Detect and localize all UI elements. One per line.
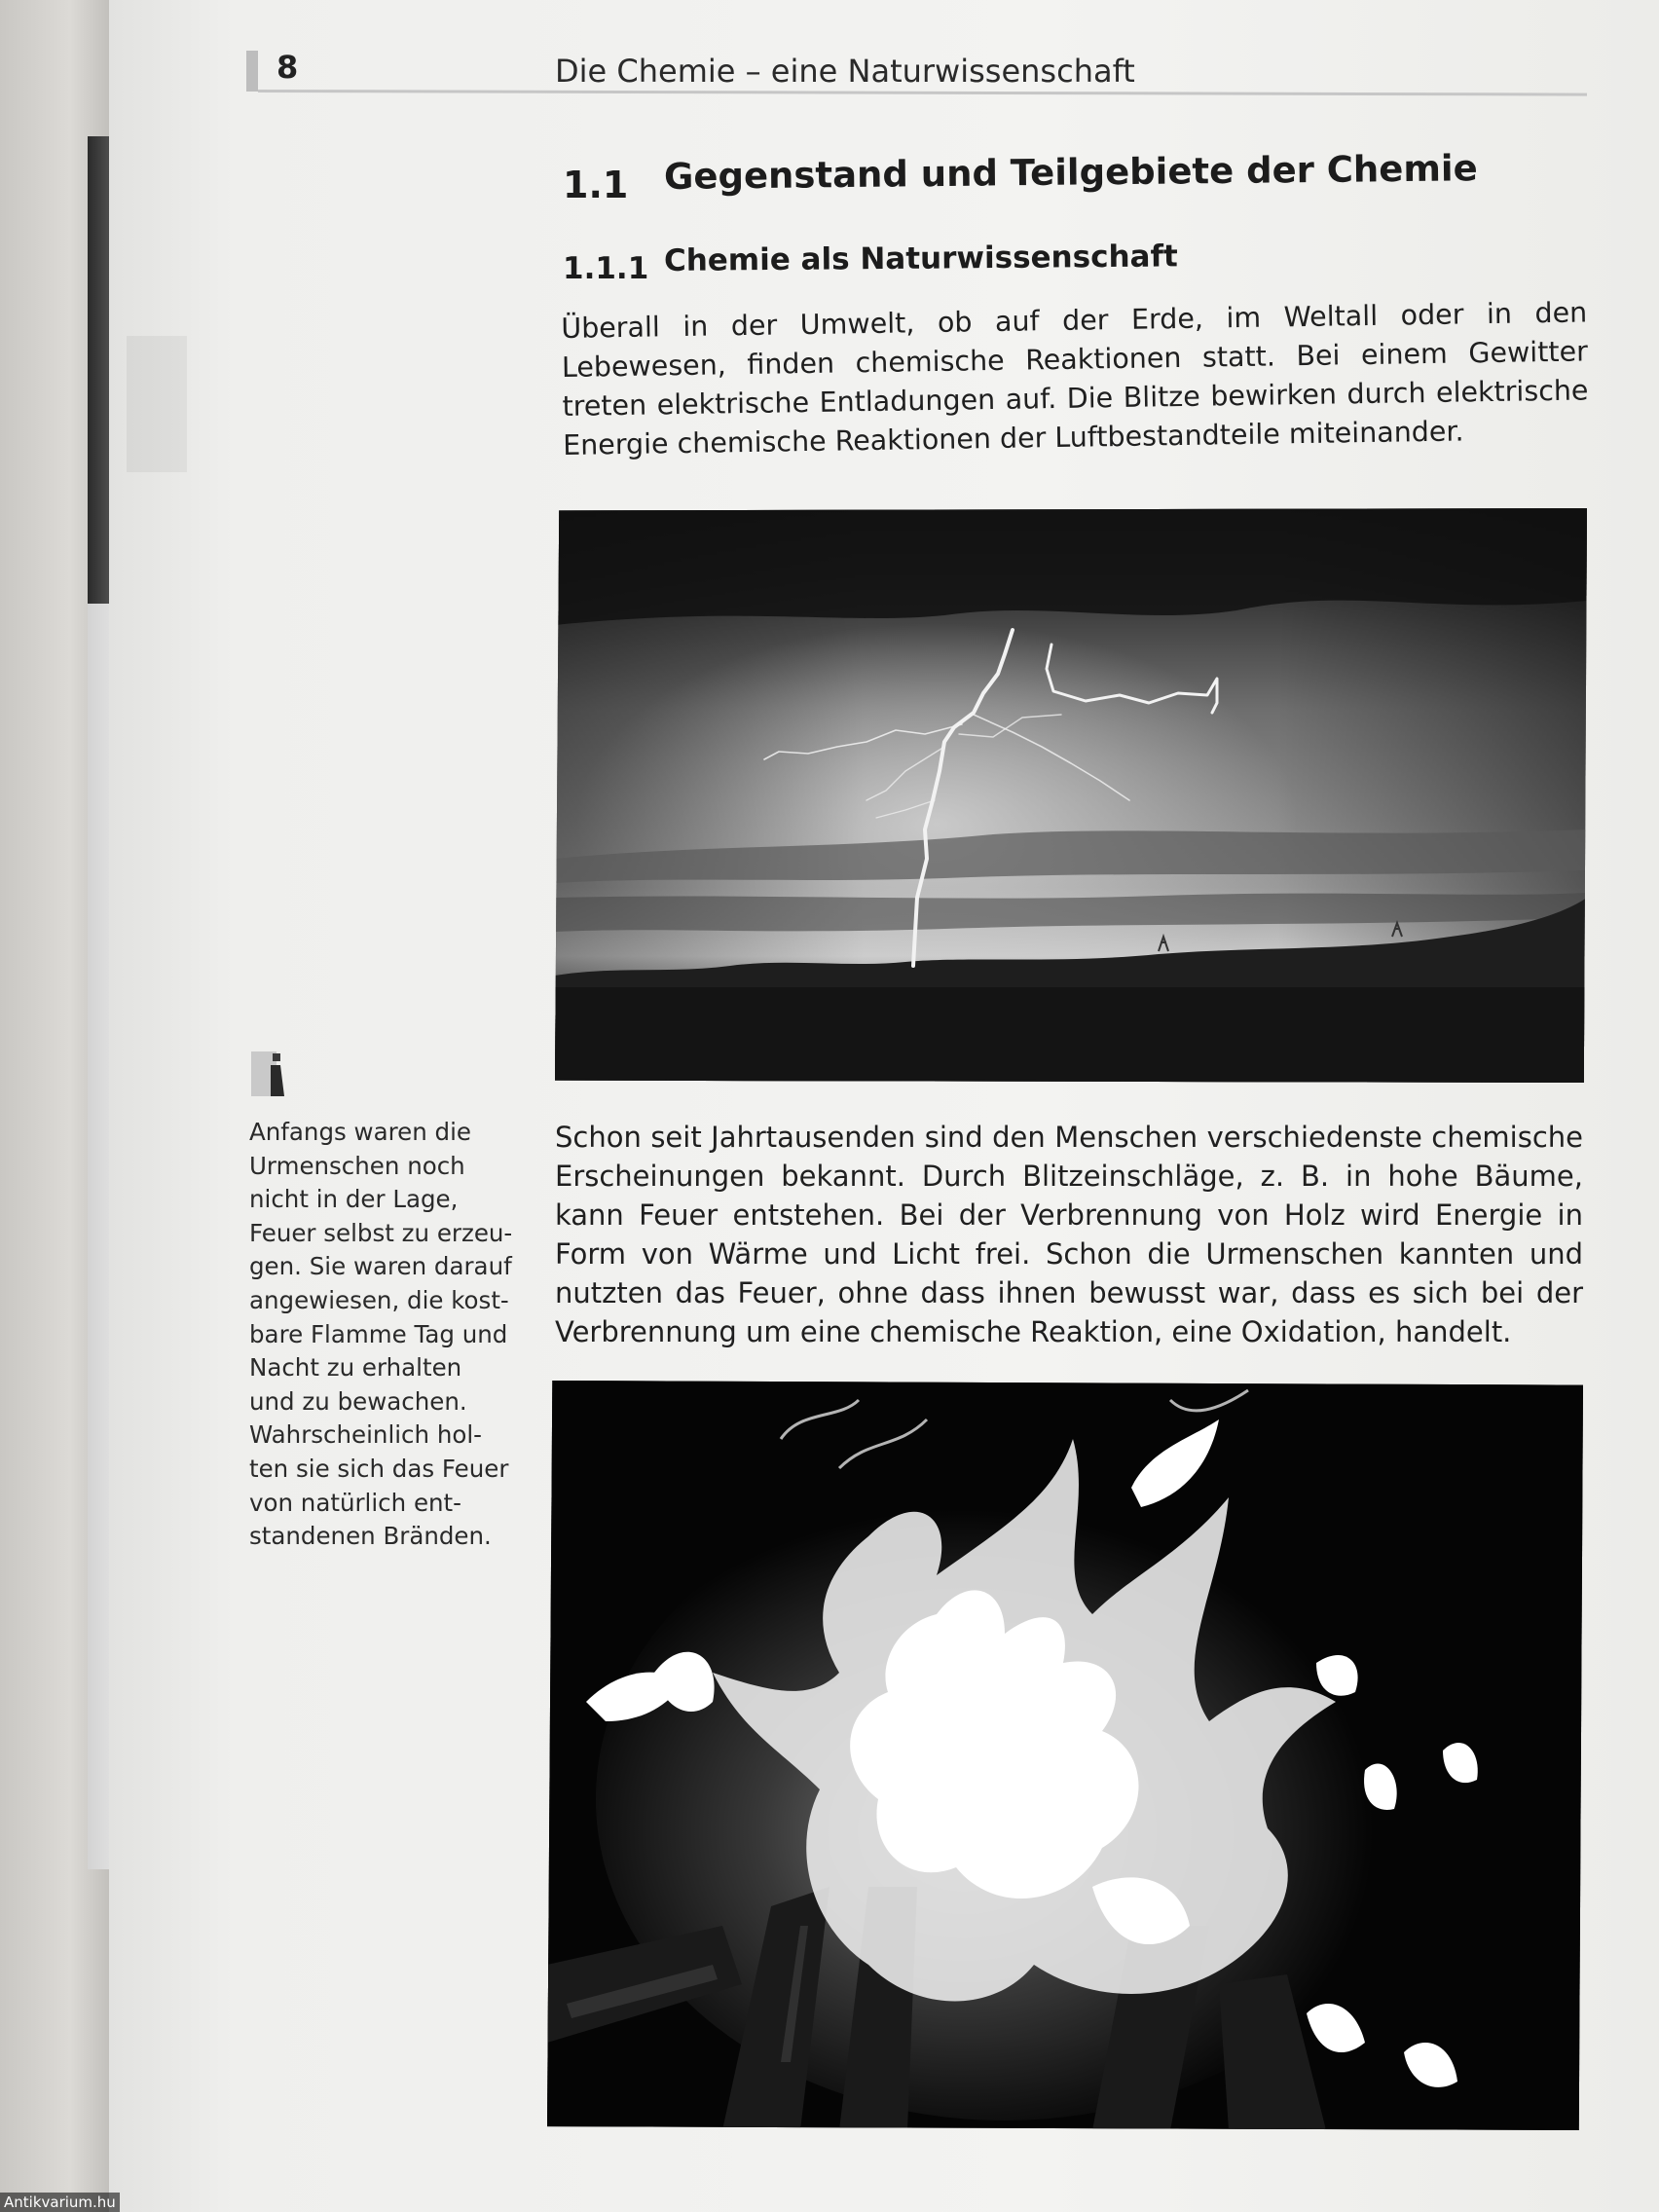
margin-note-line: standenen Bränden. <box>249 1522 492 1551</box>
intro-paragraph: Überall in der Umwelt, ob auf der Erde, im Weltall oder in den Lebewesen, finden chemische Reaktionen statt. Bei einem Gewitter treten elektrische Entladungen auf. Die Blitze bewirken durch elektrische Energie chemische Reaktionen der Luftbestandteile miteinander. <box>561 296 1589 461</box>
header-accent-bar <box>246 51 258 92</box>
margin-note-line: ten sie sich das Feuer <box>249 1454 509 1483</box>
section-number: 1.1 <box>563 164 629 206</box>
margin-note-line: Feuer selbst zu erzeu- <box>249 1218 513 1247</box>
margin-note-line: nicht in der Lage, <box>249 1185 459 1214</box>
subsection-number: 1.1.1 <box>563 251 649 286</box>
watermark: Antikvarium.hu <box>0 2193 120 2212</box>
margin-note-line: von natürlich ent- <box>249 1488 461 1517</box>
fire-photo <box>547 1381 1583 2130</box>
margin-note-line: bare Flamme Tag und <box>249 1319 508 1348</box>
margin-note-line: Wahrscheinlich hol- <box>249 1420 483 1450</box>
margin-note-line: und zu bewachen. <box>249 1386 467 1416</box>
margin-note <box>249 1116 517 1554</box>
subsection-title: Chemie als Naturwissenschaft <box>663 239 1178 278</box>
show-through-marker <box>127 336 187 472</box>
main-paragraph: Schon seit Jahrtausenden sind den Menschen verschiedenste chemische Erscheinungen bekannt. Durch Blitzeinschläge, z. B. in hohe Bäume, kann Feuer entstehen. Bei der Verbrennung von Holz wird Energie in Form von Wärme und Licht frei. Schon die Urmenschen kannten und nutzten das Feuer, ohne dass ihnen bewusst war, dass es sich bei der Verbrennung um eine chemische Reaktion, eine Oxidation, handelt. <box>555 1121 1583 1348</box>
margin-note-line: Urmenschen noch <box>249 1151 465 1180</box>
margin-note-line: Nacht zu erhalten <box>249 1353 462 1382</box>
section-title: Gegenstand und Teilgebiete der Chemie <box>663 147 1478 198</box>
lightning-photo <box>555 508 1587 1083</box>
margin-note-line: gen. Sie waren darauf <box>249 1252 512 1281</box>
margin-note-line: Anfangs waren die <box>249 1118 471 1146</box>
info-icon <box>251 1051 296 1096</box>
margin-note-line: angewiesen, die kost- <box>249 1285 509 1314</box>
page-number: 8 <box>276 49 299 86</box>
running-header-title: Die Chemie – eine Naturwissenschaft <box>555 53 1135 90</box>
